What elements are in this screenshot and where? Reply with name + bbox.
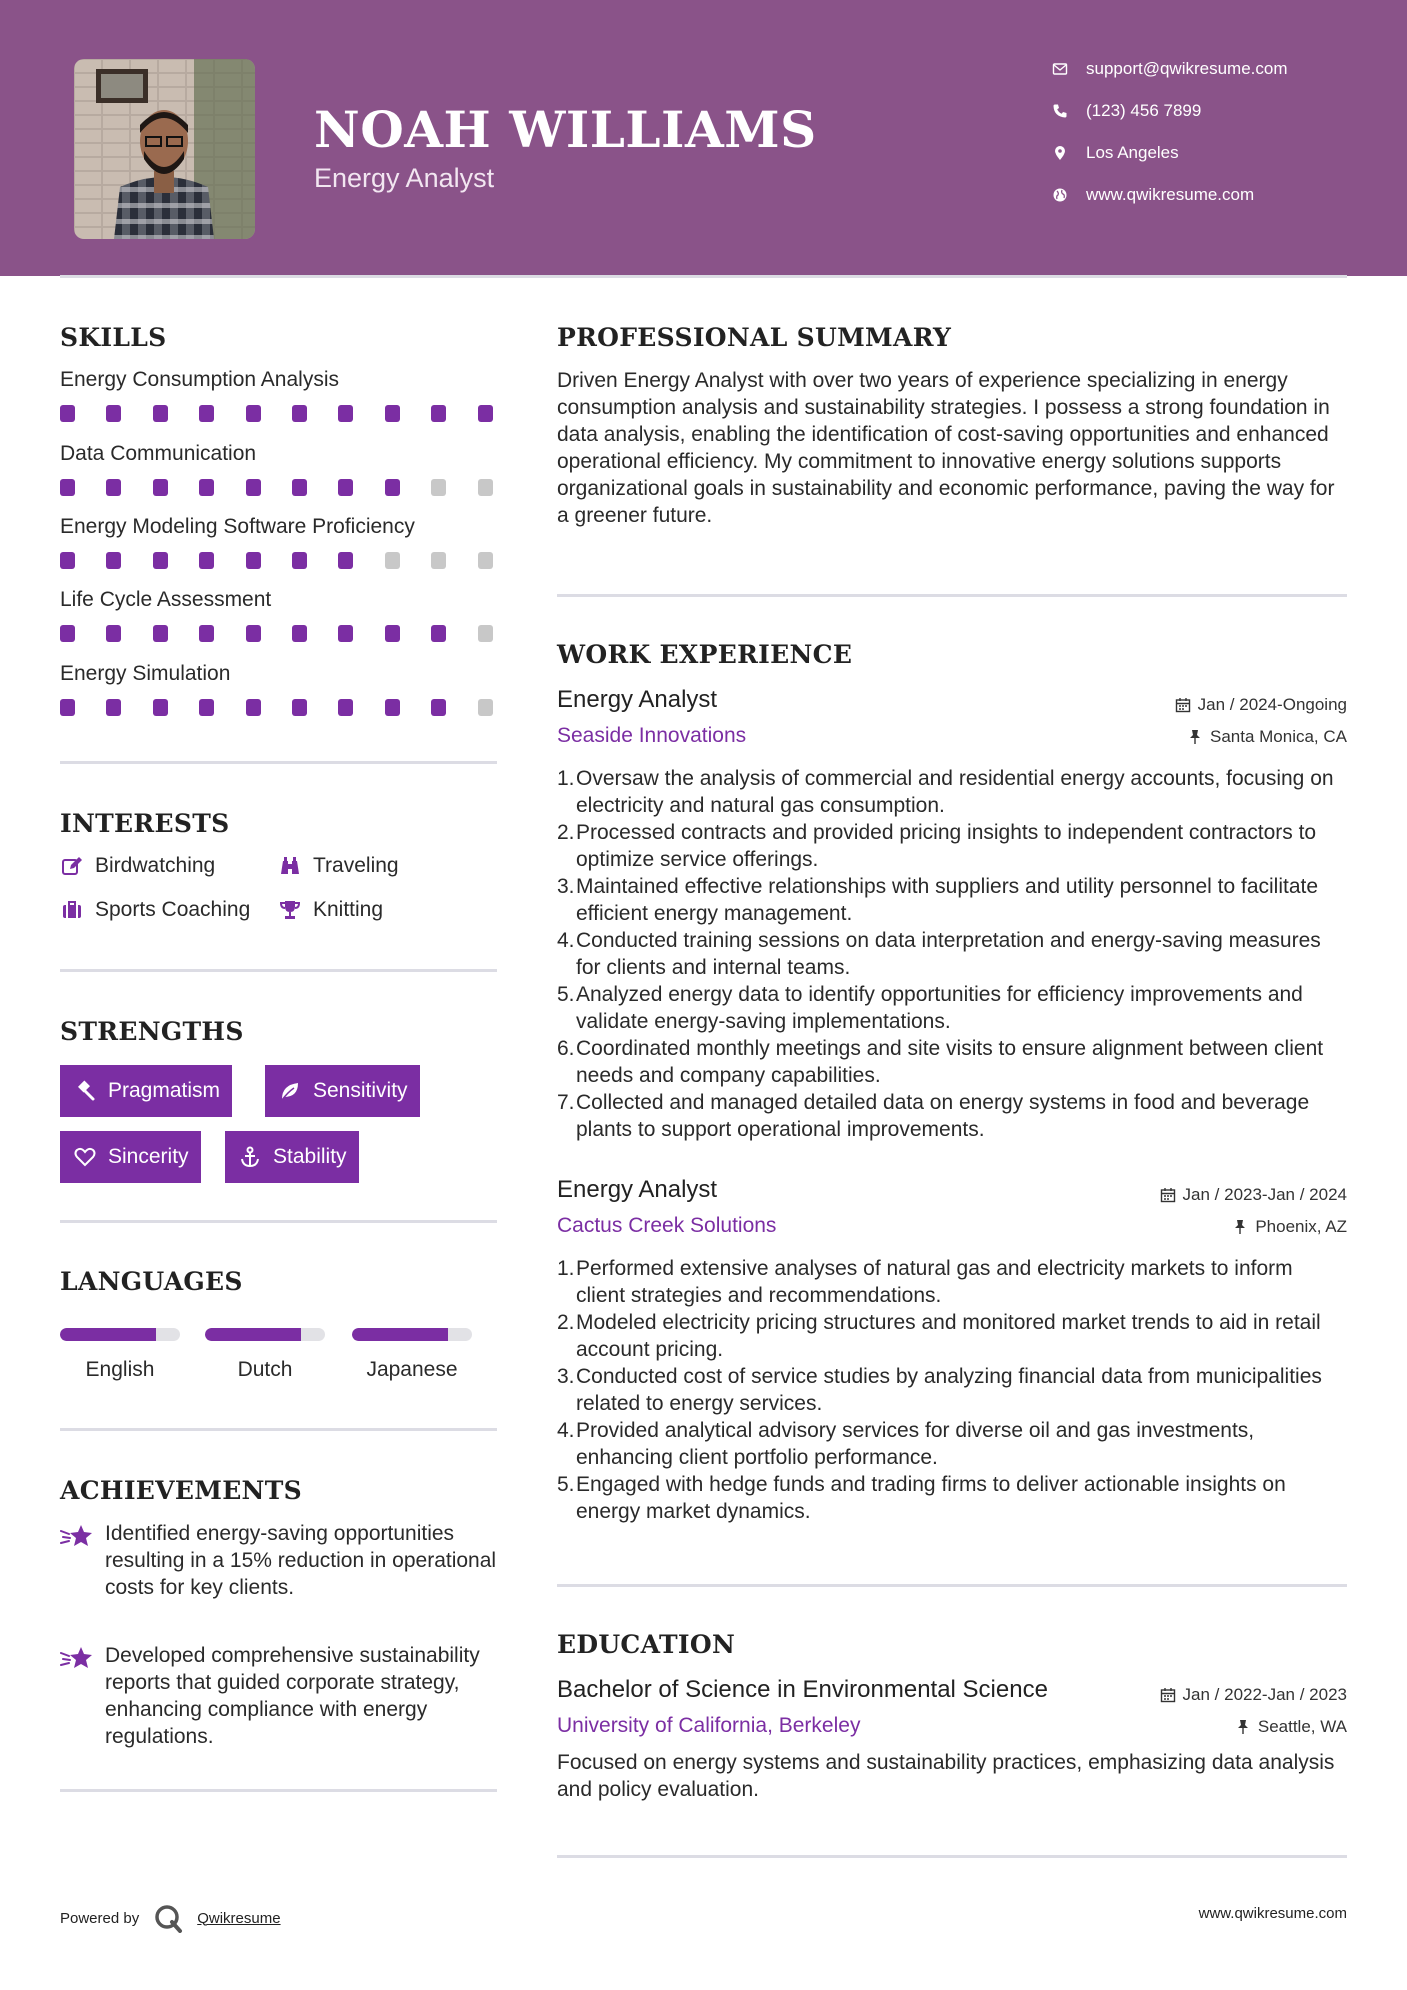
education-location: Seattle, WA xyxy=(1235,1717,1347,1737)
interest-item: Sports Coaching xyxy=(60,898,250,922)
rating-dot-filled xyxy=(246,479,261,496)
rating-dot-empty xyxy=(431,479,446,496)
achievement-item: Identified energy-saving opportunities resulting in a 15% reduction in operational costs for key clients. xyxy=(60,1520,500,1601)
school-name: University of California, Berkeley xyxy=(557,1714,861,1737)
skill-name: Life Cycle Assessment xyxy=(60,588,272,611)
responsibility-item xyxy=(557,1309,1347,1363)
language-level-fill xyxy=(60,1328,156,1341)
list-number: 2. xyxy=(557,821,575,844)
rating-dot-filled xyxy=(385,699,400,716)
experience-heading: WORK EXPERIENCE xyxy=(557,640,853,669)
rating-dot-filled xyxy=(60,625,75,642)
rating-dot-filled xyxy=(199,699,214,716)
responsibility-item xyxy=(557,927,1347,981)
candidate-name: NOAH WILLIAMS xyxy=(314,100,817,159)
languages-heading: LANGUAGES xyxy=(60,1267,243,1296)
contact-website[interactable] xyxy=(1050,183,1370,207)
achievements-heading: ACHIEVEMENTS xyxy=(60,1476,302,1505)
job-date: Jan / 2023-Jan / 2024 xyxy=(1160,1185,1347,1205)
interest-item: Knitting xyxy=(278,898,383,922)
job-location: Phoenix, AZ xyxy=(1232,1217,1347,1237)
rating-dot-filled xyxy=(385,625,400,642)
interest-item: Traveling xyxy=(278,854,399,878)
skill-rating xyxy=(60,552,500,570)
rating-dot-empty xyxy=(478,479,493,496)
rating-dot-filled xyxy=(431,699,446,716)
section-divider xyxy=(60,969,497,972)
summary-heading: PROFESSIONAL SUMMARY xyxy=(557,323,952,352)
skill-name: Energy Consumption Analysis xyxy=(60,368,339,391)
education-date: Jan / 2022-Jan / 2023 xyxy=(1160,1685,1347,1705)
responsibility-text: Coordinated monthly meetings and site visits to ensure alignment between client needs and company capabilities. xyxy=(576,1037,1324,1087)
list-number: 4. xyxy=(557,1419,575,1442)
language-level-bar xyxy=(60,1328,180,1341)
envelope-icon xyxy=(1050,59,1070,79)
responsibility-item xyxy=(557,1417,1347,1471)
rating-dot-filled xyxy=(199,552,214,569)
rating-dot-filled xyxy=(246,552,261,569)
qwikresume-logo-icon xyxy=(153,1903,183,1933)
section-divider xyxy=(557,594,1347,597)
language-level-fill xyxy=(205,1328,301,1341)
section-divider xyxy=(557,1855,1347,1858)
language-name: Dutch xyxy=(237,1358,293,1381)
section-divider xyxy=(60,1428,497,1431)
binoculars-icon xyxy=(278,854,302,878)
leaf-icon xyxy=(277,1078,303,1104)
rating-dot-filled xyxy=(106,552,121,569)
job-location: Santa Monica, CA xyxy=(1187,727,1347,747)
skill-rating xyxy=(60,479,500,497)
rating-dot-filled xyxy=(385,479,400,496)
rating-dot-filled xyxy=(246,625,261,642)
degree-title: Bachelor of Science in Environmental Science xyxy=(557,1676,1048,1703)
rating-dot-empty xyxy=(478,699,493,716)
strength-badge: Pragmatism xyxy=(60,1065,232,1117)
pushpin-icon xyxy=(1232,1219,1248,1235)
contact-email[interactable] xyxy=(1050,57,1370,81)
responsibility-item xyxy=(557,1471,1347,1525)
job-responsibilities xyxy=(557,1255,1347,1525)
list-number: 3. xyxy=(557,875,575,898)
qwikresume-link[interactable]: Qwikresume xyxy=(197,1909,281,1927)
rating-dot-filled xyxy=(292,552,307,569)
profile-photo xyxy=(74,59,255,239)
responsibility-text: Collected and managed detailed data on energy systems in food and beverage plants to support operational improvements. xyxy=(576,1091,1310,1141)
powered-by: Powered by Qwikresume xyxy=(60,1903,281,1933)
rating-dot-filled xyxy=(292,625,307,642)
language-level-bar xyxy=(352,1328,472,1341)
rating-dot-filled xyxy=(153,552,168,569)
summary-text: Driven Energy Analyst with over two years of experience specializing in energy consumption analysis and sustainability strategies. I possess a strong foundation in data analysis, enabling the identification of cost-saving opportunities and enhanced operational efficiency. My commitment to innovative energy solutions supports organizational goals in sustainability and economic performance, paving the way for a greener future. xyxy=(557,369,1335,527)
list-number: 2. xyxy=(557,1311,575,1334)
rating-dot-filled xyxy=(106,405,121,422)
rating-dot-filled xyxy=(153,699,168,716)
achievement-item: Developed comprehensive sustainability reports that guided corporate strategy, enhancing compliance with energy regulations. xyxy=(60,1642,500,1750)
rating-dot-filled xyxy=(431,405,446,422)
skills-heading: SKILLS xyxy=(60,323,167,352)
rating-dot-filled xyxy=(292,405,307,422)
education-description: Focused on energy systems and sustainability practices, emphasizing data analysis and policy evaluation. xyxy=(557,1751,1335,1801)
shooting-star-icon xyxy=(60,1645,94,1750)
skill-name: Energy Modeling Software Proficiency xyxy=(60,515,415,538)
trophy-icon xyxy=(278,898,302,922)
skill-name: Data Communication xyxy=(60,442,257,465)
responsibility-item xyxy=(557,873,1347,927)
list-number: 5. xyxy=(557,983,575,1006)
responsibility-text: Modeled electricity pricing structures and monitored market trends to aid in retail account pricing. xyxy=(576,1311,1321,1361)
footer-website[interactable]: www.qwikresume.com xyxy=(1198,1905,1347,1922)
candidate-role: Energy Analyst xyxy=(314,163,495,193)
list-number: 7. xyxy=(557,1091,575,1114)
responsibility-text: Analyzed energy data to identify opportunities for efficiency improvements and validate energy-saving implementations. xyxy=(576,983,1303,1033)
shooting-star-icon xyxy=(60,1523,94,1601)
calendar-icon xyxy=(1160,1187,1176,1203)
rating-dot-filled xyxy=(199,625,214,642)
skill-rating xyxy=(60,625,500,643)
language-name: English xyxy=(85,1358,155,1381)
rating-dot-filled xyxy=(338,699,353,716)
rating-dot-filled xyxy=(60,479,75,496)
responsibility-text: Conducted cost of service studies by analyzing financial data from municipalities related to energy services. xyxy=(576,1365,1322,1415)
responsibility-text: Provided analytical advisory services for diverse oil and gas investments, enhancing client portfolio performance. xyxy=(576,1419,1255,1469)
language-level-bar xyxy=(205,1328,325,1341)
skill-rating xyxy=(60,405,500,423)
language-level-fill xyxy=(352,1328,448,1341)
responsibility-text: Oversaw the analysis of commercial and residential energy accounts, focusing on electricity and natural gas consumption. xyxy=(576,767,1334,817)
responsibility-item xyxy=(557,1035,1347,1089)
skill-name: Energy Simulation xyxy=(60,662,231,685)
rating-dot-filled xyxy=(60,699,75,716)
rating-dot-filled xyxy=(338,625,353,642)
responsibility-text: Processed contracts and provided pricing insights to independent contractors to optimize service offerings. xyxy=(576,821,1317,871)
rating-dot-filled xyxy=(60,405,75,422)
section-divider xyxy=(60,1220,497,1223)
job-date: Jan / 2024-Ongoing xyxy=(1175,695,1347,715)
phone-icon xyxy=(1050,101,1070,121)
strength-badge: Sensitivity xyxy=(265,1065,420,1117)
contact-location-text: Los Angeles xyxy=(1086,143,1179,162)
contact-website-text: www.qwikresume.com xyxy=(1086,185,1255,204)
gavel-icon xyxy=(72,1078,98,1104)
contact-email-text: support@qwikresume.com xyxy=(1086,59,1288,78)
edit-icon xyxy=(60,854,84,878)
rating-dot-empty xyxy=(431,552,446,569)
calendar-icon xyxy=(1175,697,1191,713)
list-number: 1. xyxy=(557,767,575,790)
strength-badge: Sincerity xyxy=(60,1131,201,1183)
responsibility-item xyxy=(557,981,1347,1035)
rating-dot-filled xyxy=(338,479,353,496)
responsibility-item xyxy=(557,1255,1347,1309)
globe-icon xyxy=(1050,185,1070,205)
strengths-heading: STRENGTHS xyxy=(60,1017,244,1046)
rating-dot-filled xyxy=(199,405,214,422)
responsibility-item xyxy=(557,1089,1347,1143)
list-number: 1. xyxy=(557,1257,575,1280)
rating-dot-filled xyxy=(478,405,493,422)
map-pin-icon xyxy=(1050,143,1070,163)
rating-dot-filled xyxy=(153,625,168,642)
heart-icon xyxy=(72,1144,98,1170)
education-heading: EDUCATION xyxy=(557,1630,736,1659)
job-responsibilities xyxy=(557,765,1347,1143)
company-name: Cactus Creek Solutions xyxy=(557,1214,777,1237)
pushpin-icon xyxy=(1187,729,1203,745)
section-divider xyxy=(60,1789,497,1792)
contact-phone[interactable] xyxy=(1050,99,1370,123)
strength-badge: Stability xyxy=(225,1131,359,1183)
responsibility-item xyxy=(557,1363,1347,1417)
job-title: Energy Analyst xyxy=(557,1176,718,1203)
rating-dot-empty xyxy=(385,552,400,569)
rating-dot-filled xyxy=(106,699,121,716)
responsibility-text: Performed extensive analyses of natural gas and electricity markets to inform client strategies and recommendations. xyxy=(576,1257,1293,1307)
rating-dot-filled xyxy=(106,625,121,642)
rating-dot-filled xyxy=(246,699,261,716)
responsibility-text: Engaged with hedge funds and trading firms to deliver actionable insights on energy market dynamics. xyxy=(576,1473,1286,1523)
rating-dot-empty xyxy=(478,625,493,642)
section-divider xyxy=(557,1584,1347,1587)
resume-header xyxy=(0,0,1407,276)
rating-dot-filled xyxy=(431,625,446,642)
list-number: 4. xyxy=(557,929,575,952)
rating-dot-filled xyxy=(106,479,121,496)
header-divider xyxy=(60,275,1347,278)
interests-heading: INTERESTS xyxy=(60,809,230,838)
contact-location xyxy=(1050,141,1370,165)
calendar-icon xyxy=(1160,1687,1176,1703)
responsibility-text: Conducted training sessions on data interpretation and energy-saving measures for clients and internal teams. xyxy=(576,929,1321,979)
list-number: 5. xyxy=(557,1473,575,1496)
rating-dot-empty xyxy=(478,552,493,569)
responsibility-text: Maintained effective relationships with suppliers and utility personnel to facilitate efficient energy management. xyxy=(576,875,1319,925)
contact-phone-text: (123) 456 7899 xyxy=(1086,101,1202,120)
rating-dot-filled xyxy=(153,405,168,422)
company-name: Seaside Innovations xyxy=(557,724,747,747)
language-name: Japanese xyxy=(366,1358,458,1381)
briefcase-icon xyxy=(60,898,84,922)
list-number: 6. xyxy=(557,1037,575,1060)
rating-dot-filled xyxy=(385,405,400,422)
section-divider xyxy=(60,761,497,764)
rating-dot-filled xyxy=(338,552,353,569)
rating-dot-filled xyxy=(292,479,307,496)
list-number: 3. xyxy=(557,1365,575,1388)
job-title: Energy Analyst xyxy=(557,686,718,713)
rating-dot-filled xyxy=(153,479,168,496)
skill-rating xyxy=(60,699,500,717)
rating-dot-filled xyxy=(292,699,307,716)
anchor-icon xyxy=(237,1144,263,1170)
pushpin-icon xyxy=(1235,1719,1251,1735)
rating-dot-filled xyxy=(199,479,214,496)
responsibility-item xyxy=(557,765,1347,819)
interest-item: Birdwatching xyxy=(60,854,215,878)
rating-dot-filled xyxy=(60,552,75,569)
responsibility-item xyxy=(557,819,1347,873)
rating-dot-filled xyxy=(246,405,261,422)
rating-dot-filled xyxy=(338,405,353,422)
